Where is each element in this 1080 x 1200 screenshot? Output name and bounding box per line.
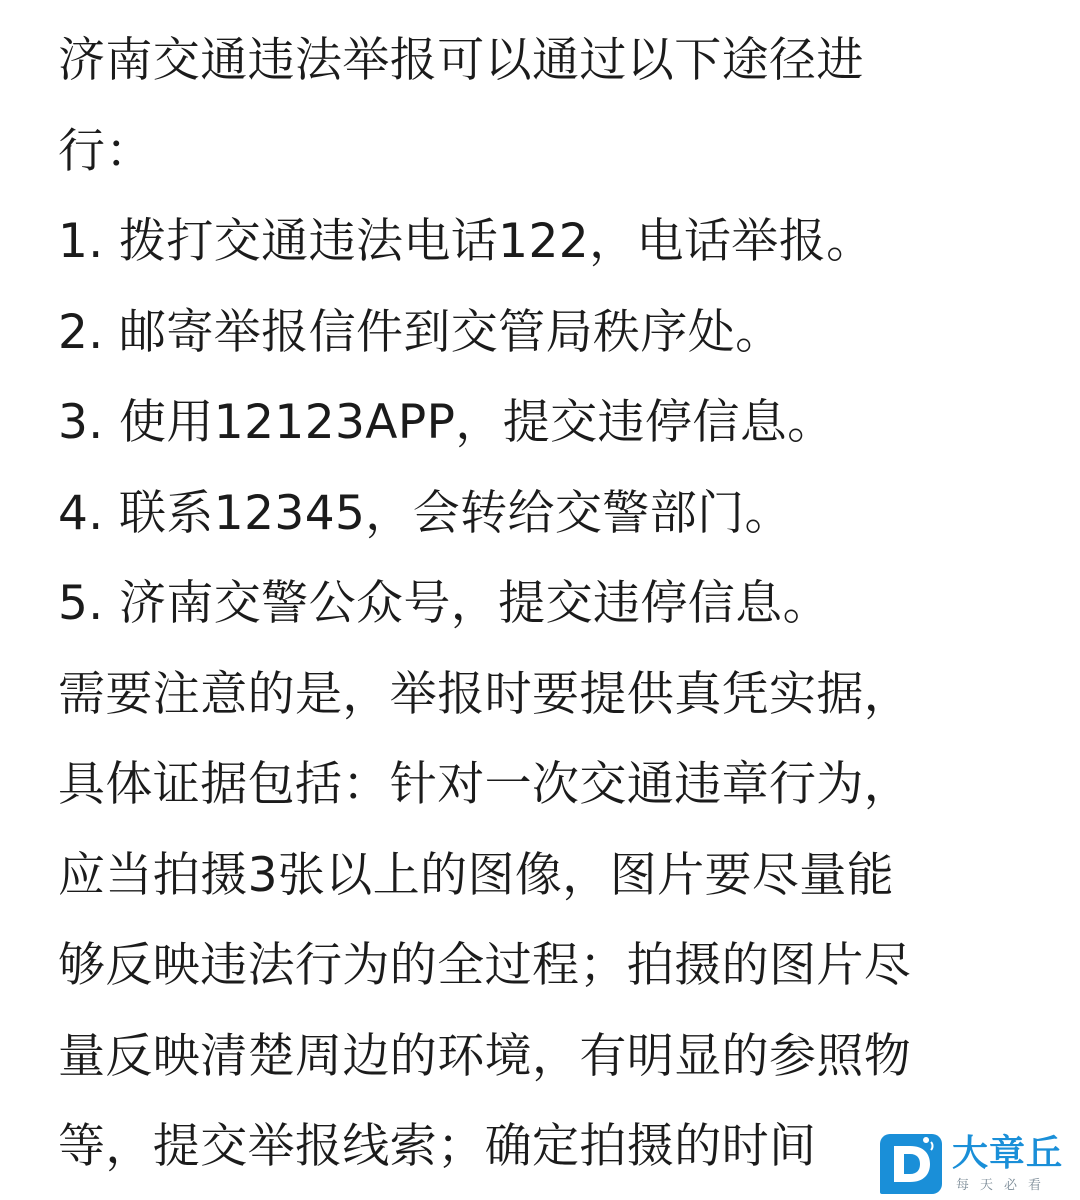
watermark bbox=[880, 1134, 1080, 1200]
article-body bbox=[58, 16, 1048, 1193]
article-line: 需要注意的是，举报时要提供真凭实据， bbox=[58, 666, 912, 722]
article-line: 3. 使用12123APP，提交违停信息。 bbox=[58, 395, 835, 450]
article-line: 1. 拨打交通违法电话122，电话举报。 bbox=[58, 214, 874, 269]
article-line: 济南交通违法举报可以通过以下途径进 bbox=[58, 33, 864, 88]
watermark-brand-name: 大章丘 bbox=[952, 1133, 1064, 1174]
d-letter-logo-icon bbox=[880, 1134, 942, 1194]
article-line: 4. 联系12345，会转给交警部门。 bbox=[58, 485, 792, 541]
article-line: 具体证据包括：针对一次交通违章行为， bbox=[58, 757, 912, 812]
article-line: 量反映清楚周边的环境，有明显的参照物 bbox=[58, 1028, 912, 1084]
article-line: 2. 邮寄举报信件到交管局秩序处。 bbox=[58, 304, 783, 360]
article-line: 行： bbox=[58, 123, 153, 179]
watermark-slogan: 每天必看 bbox=[956, 1178, 1053, 1193]
article-line: 5. 济南交警公众号，提交违停信息。 bbox=[58, 576, 830, 631]
article-line: 应当拍摄3张以上的图像，图片要尽量能 bbox=[58, 847, 895, 903]
article-line: 等，提交举报线索；确定拍摄的时间 bbox=[58, 1119, 817, 1174]
article-line: 够反映违法行为的全过程；拍摄的图片尽 bbox=[58, 938, 912, 993]
